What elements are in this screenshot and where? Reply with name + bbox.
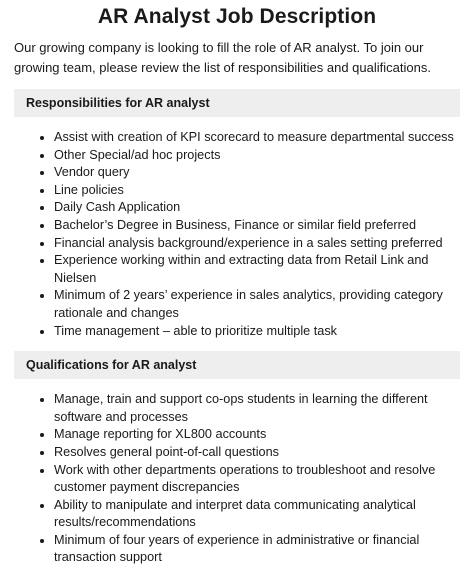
list-item: Resolves general point-of-call questions bbox=[40, 444, 460, 462]
responsibilities-list bbox=[14, 129, 460, 340]
list-item: Assist with creation of KPI scorecard to measure departmental success bbox=[40, 129, 460, 147]
list-item: Minimum of four years of experience in administrative or financial transaction support bbox=[40, 532, 460, 567]
list-item: Ability to manipulate and interpret data communicating analytical results/recommendations bbox=[40, 497, 460, 532]
list-item: Work with other departments operations to troubleshoot and resolve customer payment discrepancies bbox=[40, 462, 460, 497]
qualifications-list bbox=[14, 391, 460, 567]
intro-paragraph: Our growing company is looking to fill the role of AR analyst. To join our growing team, please review the list of responsibilities and qualifications. bbox=[14, 40, 431, 75]
list-item: Line policies bbox=[40, 182, 460, 200]
qualifications-heading: Qualifications for AR analyst bbox=[14, 351, 460, 379]
page-title: AR Analyst Job Description bbox=[97, 5, 377, 28]
responsibilities-heading: Responsibilities for AR analyst bbox=[14, 89, 460, 117]
list-item: Manage reporting for XL800 accounts bbox=[40, 426, 460, 444]
list-item: Manage, train and support co-ops students in learning the different software and processes bbox=[40, 391, 460, 426]
list-item: Experience working within and extracting data from Retail Link and Nielsen bbox=[40, 252, 460, 287]
list-item: Minimum of 2 years’ experience in sales analytics, providing category rationale and changes bbox=[40, 287, 460, 322]
list-item: Bachelor’s Degree in Business, Finance or similar field preferred bbox=[40, 217, 460, 235]
list-item: Financial analysis background/experience in a sales setting preferred bbox=[40, 235, 460, 253]
list-item: Other Special/ad hoc projects bbox=[40, 147, 460, 165]
list-item: Daily Cash Application bbox=[40, 199, 460, 217]
list-item: Time management – able to prioritize multiple task bbox=[40, 323, 460, 341]
list-item: Vendor query bbox=[40, 164, 460, 182]
